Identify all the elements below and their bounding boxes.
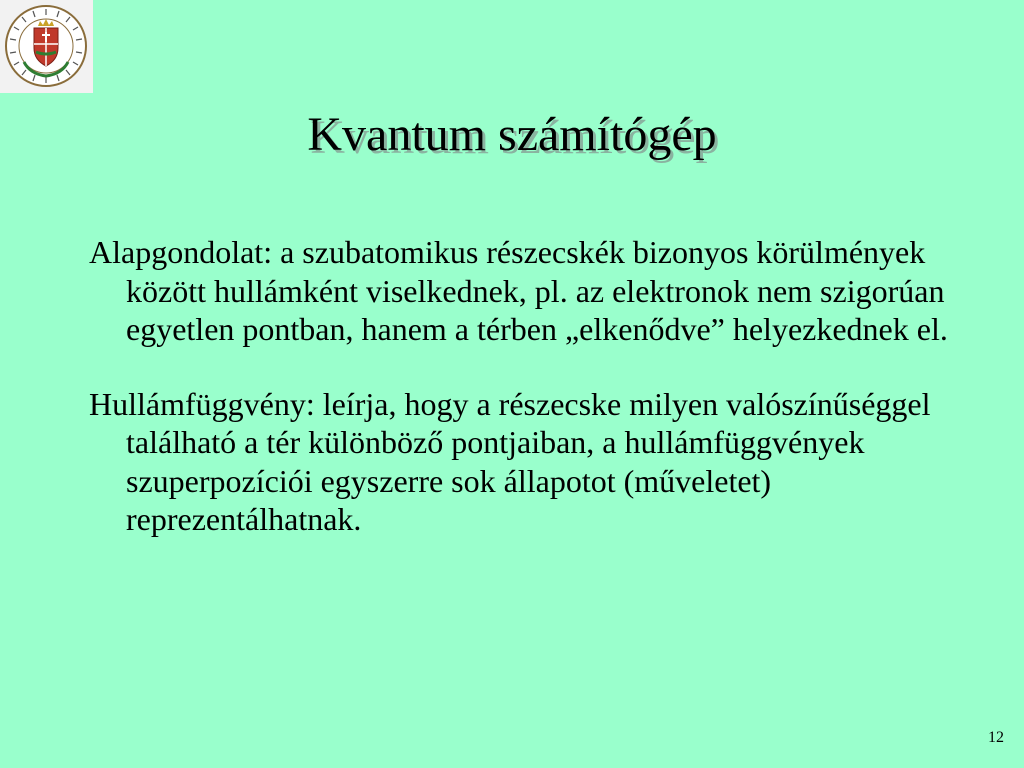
- page-number: 12: [988, 729, 1004, 746]
- university-seal-icon: [0, 0, 93, 93]
- slide-title: Kvantum számítógép: [307, 108, 717, 161]
- slide-body: [89, 233, 989, 539]
- paragraph-hullamfuggveny: Hullámfüggvény: leírja, hogy a részecske milyen valószínűséggel található a tér különböző pontjaiban, a hullámfüggvények szuperpozíciói egyszerre sok állapotot (műveletet) reprezentálhatnak.: [89, 385, 931, 537]
- university-logo: [0, 0, 93, 93]
- paragraph-alapgondolat: Alapgondolat: a szubatomikus részecskék bizonyos körülmények között hullámként viselkednek, pl. az elektronok nem szigorúan egyetlen pontban, hanem a térben „elkenődve” helyezkednek el.: [89, 234, 948, 347]
